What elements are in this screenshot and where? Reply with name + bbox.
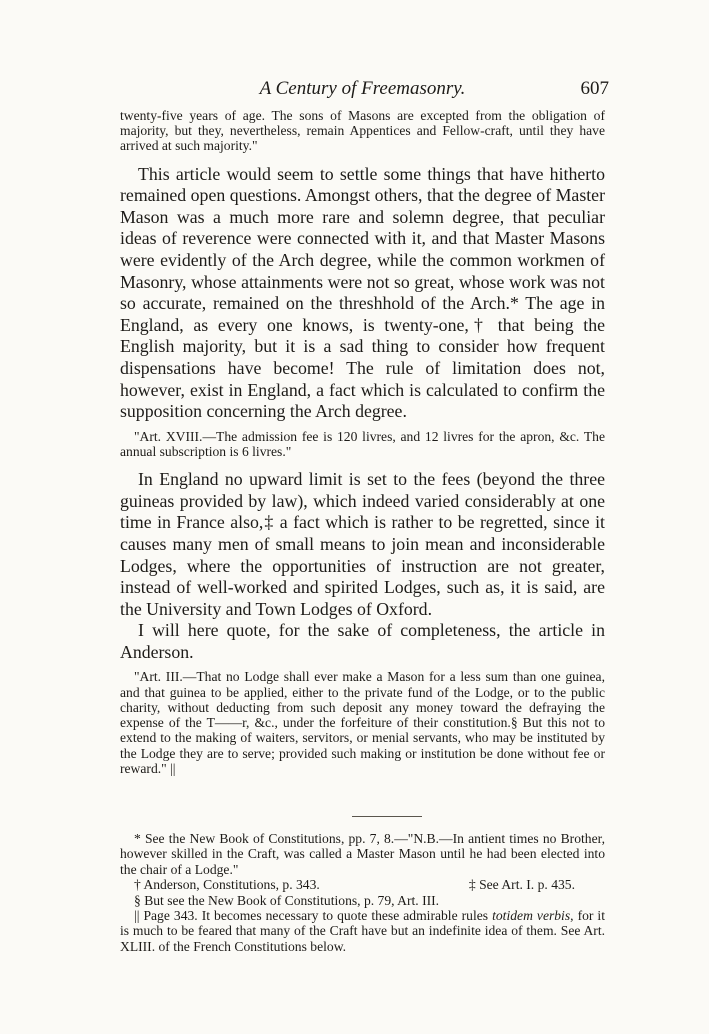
footnote-dagger: † Anderson, Constitutions, p. 343. xyxy=(134,877,320,893)
footnote-parallel-italic: totidem verbis xyxy=(492,907,571,923)
footnote-rule xyxy=(352,816,422,817)
paragraph-fees: In England no upward limit is set to the fees (beyond the three guineas provided by law), which indeed varied considerably at one time in France also,‡ a fact which is rather to be regretted, since it causes many men of small means to join mean and inconsiderable Lodges, where the opportunities of instruction are not greater, instead of well-worked and spirited Lodges, such as, it is said, are the University and Town Lodges of Oxford. xyxy=(120,469,605,619)
footnote-parallel-a: || Page 343. It becomes necessary to quote these admirable rules xyxy=(134,907,489,923)
page-number: 607 xyxy=(580,78,609,99)
footnote-row-dagger xyxy=(120,877,605,892)
footnote-double-dagger: ‡ See Art. I. p. 435. xyxy=(468,877,575,893)
quote-continuation: twenty-five years of age. The sons of Masons are excepted from the obligation of majority, but they, nevertheless, remain Appentices and Fellow-craft, until they have arrived at such majority." xyxy=(120,108,605,154)
footnote-parallel xyxy=(120,908,605,954)
running-title: A Century of Freemasonry. xyxy=(259,78,466,99)
footnote-section: § But see the New Book of Constitutions, p. 79, Art. III. xyxy=(134,892,440,908)
footnote-star: * See the New Book of Constitutions, pp. 7, 8.—"N.B.—In antient times no Brother, however skilled in the Craft, was called a Master Mason until he had been elected into the chair of a Lodge." xyxy=(120,830,605,877)
paragraph-anderson: I will here quote, for the sake of completeness, the article in Anderson. xyxy=(120,620,605,662)
quote-art-xviii: "Art. XVIII.—The admission fee is 120 livres, and 12 livres for the apron, &c. The annual subscription is 6 livres." xyxy=(120,428,605,459)
quote-art-iii: "Art. III.—That no Lodge shall ever make a Mason for a less sum than one guinea, and that guinea to be applied, either to the private fund of the Lodge, or to the public charity, without deducting from such deposit any money toward the defraying the expense of the T——r, &c., under the forfeiture of their constitution.§ But this not to extend to the making of waiters, servitors, or menial servants, who may be instituted by the Lodge they are to serve; provided such making or institution be done without fee or reward." || xyxy=(120,669,605,776)
paragraph-arch-degree: This article would seem to settle some things that have hitherto remained open questions. Amongst others, that the degree of Master Mason was a much more rare and solemn degree, that peculiar ideas of reverence were connected with it, and that Master Masons were evidently of the Arch degree, while the common workmen of Masonry, whose attainments were not so great, whose work was not so accurate, remained on the threshhold of the Arch.* The age in England, as every one knows, is twenty-one,† that being the English majority, but it is a sad thing to consider how frequent dispensations have become! The rule of limitation does not, however, exist in England, a fact which is calculated to confirm the supposition concerning the Arch degree. xyxy=(120,163,605,422)
footnote-parallel-b: , for it is much to be feared that many of the Craft have but an indefinite idea of them. See Art. XLIII. of the French Constitutions below. xyxy=(120,907,605,954)
page-header xyxy=(120,78,609,102)
